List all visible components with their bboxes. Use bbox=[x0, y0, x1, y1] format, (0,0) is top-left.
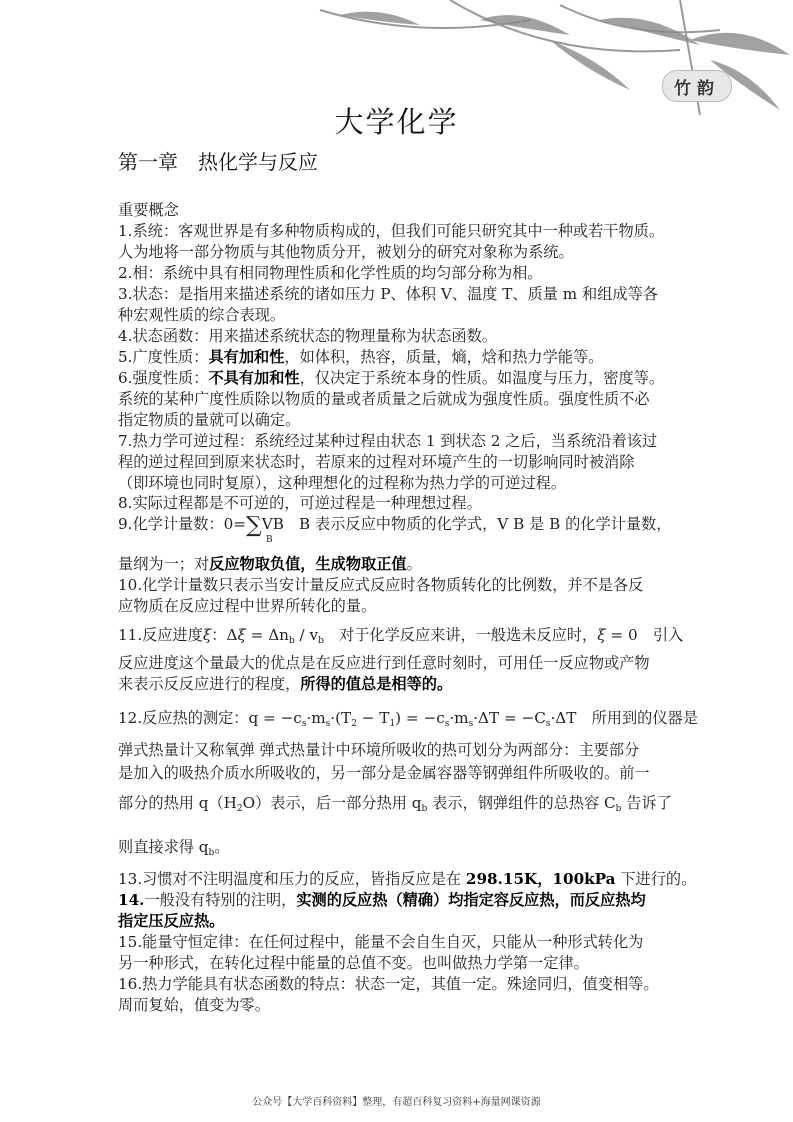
text-segment: s bbox=[545, 719, 551, 729]
text-segment: 反应进度这个量最大的优点是在反应进行到任意时刻时，可用任一反应物或产物 bbox=[118, 654, 650, 672]
text-segment: 量纲为一；对 bbox=[118, 555, 210, 573]
text-segment: 告诉了 bbox=[621, 794, 672, 812]
text-line bbox=[118, 869, 696, 889]
text-segment: 5.广度性质： bbox=[118, 348, 209, 366]
text-line bbox=[118, 452, 634, 472]
text-line bbox=[118, 932, 643, 952]
text-segment: 程的逆过程回到原来状态时，若原来的过程对环境产生的一切影响同时被消除 bbox=[118, 453, 635, 471]
text-line bbox=[118, 911, 224, 931]
text-segment: s bbox=[301, 719, 307, 729]
text-segment: O）表示，后一部分热用 q bbox=[242, 794, 422, 812]
text-segment: 部分的热用 q（H bbox=[118, 794, 237, 812]
bold-text: 不具有加和性 bbox=[208, 369, 300, 387]
text-line bbox=[118, 410, 300, 430]
text-segment: 系统的某种广度性质除以物质的量或者质量之后就成为强度性质。强度性质不必 bbox=[118, 390, 650, 408]
text-segment: 弹式热量计又称氧弹 弹式热量计中环境所吸收的热可划分为两部分：主要部分 bbox=[118, 741, 640, 759]
text-line bbox=[118, 431, 657, 451]
logo-badge: 竹韵 bbox=[662, 70, 732, 102]
footer-note: 公众号【大学百科资料】整理，有超百科复习资料+海量网课资源 bbox=[252, 1097, 541, 1108]
bold-text: 所得的值总是相等的。 bbox=[300, 675, 453, 693]
text-segment: 周而复始，值变为零。 bbox=[118, 996, 270, 1014]
text-segment: 另一种形式，在转化过程中能量的总值不变。也叫做热力学第一定律。 bbox=[118, 954, 589, 972]
text-segment: s bbox=[444, 719, 450, 729]
text-line bbox=[118, 554, 422, 574]
text-segment: 3.状态：是指用来描述系统的诸如压力 P、体积 V、温度 T、质量 m 和组成等各 bbox=[118, 285, 658, 303]
text-segment: 7.热力学可逆过程：系统经过某种过程由状态 1 到状态 2 之后，当系统沿着该过 bbox=[118, 432, 658, 450]
text-segment: VB B 表示反应中物质的化学式，V B 是 B 的化学计量数， bbox=[261, 515, 672, 533]
text-segment: − T bbox=[356, 709, 390, 727]
text-segment: 来表示反反应进行的程度， bbox=[118, 675, 301, 693]
text-line bbox=[118, 953, 589, 973]
text-segment: b bbox=[421, 804, 428, 814]
text-line bbox=[118, 242, 574, 262]
text-segment: s bbox=[325, 719, 331, 729]
text-segment: ξ bbox=[237, 626, 246, 644]
text-line bbox=[118, 326, 497, 346]
text-segment: ) = −c bbox=[395, 709, 445, 727]
text-segment: 指定物质的量就可以确定。 bbox=[118, 411, 301, 429]
text-line bbox=[118, 263, 543, 283]
text-segment: ，仅决定于系统本身的性质。如温度与压力，密度等。 bbox=[299, 369, 665, 387]
text-line bbox=[118, 674, 452, 694]
text-segment: ·ΔT = −C bbox=[473, 709, 546, 727]
text-line bbox=[118, 974, 659, 994]
text-segment: 对于化学反应来讲，一般选未反应时， bbox=[323, 626, 598, 644]
text-segment: 应物质在反应过程中世界所转化的量。 bbox=[118, 597, 377, 615]
text-segment: 9.化学计量数：0= bbox=[118, 515, 247, 533]
text-line bbox=[118, 347, 603, 367]
text-line bbox=[118, 995, 270, 1015]
text-segment: 15.能量守恒定律：在任何过程中，能量不会自生自灭，只能从一种形式转化为 bbox=[118, 933, 644, 951]
text-segment: 14. bbox=[118, 891, 145, 909]
text-line bbox=[118, 493, 482, 513]
text-segment: ξ bbox=[202, 626, 212, 644]
text-segment: 。 bbox=[214, 838, 230, 856]
text-line bbox=[118, 653, 650, 673]
text-line bbox=[118, 473, 566, 493]
text-segment: / v bbox=[294, 626, 319, 644]
text-segment: （即环境也同时复原），这种理想化的过程称为热力学的可逆过程。 bbox=[118, 474, 567, 492]
text-segment: 8.实际过程都是不可逆的，可逆过程是一种理想过程。 bbox=[118, 494, 482, 512]
text-line bbox=[118, 837, 229, 863]
text-line bbox=[118, 763, 650, 783]
text-line bbox=[118, 740, 639, 760]
text-segment: 。 bbox=[406, 555, 422, 573]
text-segment: 11.反应进度 bbox=[118, 626, 203, 644]
text-segment: b bbox=[208, 848, 215, 858]
text-segment: 人为地将一部分物质与其他物质分开，被划分的研究对象称为系统。 bbox=[118, 243, 574, 261]
text-segment: 4.状态函数：用来描述系统状态的物理量称为状态函数。 bbox=[118, 327, 497, 345]
text-segment: 则直接求得 q bbox=[118, 838, 209, 856]
text-line bbox=[118, 368, 664, 388]
text-line bbox=[118, 284, 658, 304]
text-segment: ·ΔT 所用到的仪器是 bbox=[550, 709, 698, 727]
text-segment: = 0 引入 bbox=[605, 626, 684, 644]
bold-text: 反应物取负值，生成物取正值 bbox=[209, 555, 407, 573]
text-line bbox=[118, 305, 285, 325]
text-segment: 12.反应热的测定：q = −c bbox=[118, 709, 302, 727]
text-segment: 6.强度性质： bbox=[118, 369, 209, 387]
sum-index-label: B bbox=[266, 535, 273, 545]
text-segment: ：Δ bbox=[211, 626, 238, 644]
text-segment: 2.相：系统中具有相同物理性质和化学性质的均匀部分称为相。 bbox=[118, 264, 543, 282]
text-segment: s bbox=[468, 719, 474, 729]
text-segment: 表示，钢弹组件的总热容 C bbox=[427, 794, 616, 812]
text-line bbox=[118, 221, 664, 241]
text-segment: ξ bbox=[597, 626, 606, 644]
text-segment: 是加入的吸热介质水所吸收的，另一部分是金属容器等钢弹组件所吸收的。前一 bbox=[118, 764, 650, 782]
text-segment: ·m bbox=[449, 709, 469, 727]
text-segment: 2 bbox=[351, 719, 357, 729]
text-segment: 13.习惯对不注明温度和压力的反应，皆指反应是在 bbox=[118, 870, 466, 888]
bold-text: 指定压反应热。 bbox=[118, 912, 225, 930]
text-segment: ·m bbox=[306, 709, 326, 727]
text-segment: 一般没有特别的注明， bbox=[144, 891, 297, 909]
text-segment: 2 bbox=[236, 804, 243, 814]
text-segment: ∑ bbox=[246, 513, 262, 538]
text-line bbox=[118, 596, 376, 616]
chapter-heading: 第一章 热化学与反应 bbox=[118, 150, 318, 174]
text-line bbox=[118, 575, 643, 595]
bold-text: 实测的反应热（精确）均指定容反应热，而反应热均 bbox=[296, 891, 646, 909]
text-segment: 种宏观性质的综合表现。 bbox=[118, 306, 286, 324]
text-segment: b bbox=[288, 636, 295, 646]
text-segment: 10.化学计量数只表示当安计量反应式反应时各物质转化的比例数，并不是各反 bbox=[118, 576, 644, 594]
text-segment: 重要概念 bbox=[118, 201, 179, 219]
text-line bbox=[118, 389, 650, 409]
document-title: 大学化学 bbox=[334, 105, 459, 139]
text-segment: 298.15K，100kPa bbox=[465, 870, 616, 888]
text-segment: b bbox=[615, 804, 622, 814]
text-segment: ·(T bbox=[330, 709, 352, 727]
text-segment: 16.热力学能具有状态函数的特点：状态一定，其值一定。殊途同归，值变相等。 bbox=[118, 975, 659, 993]
text-segment: 下进行的。 bbox=[615, 870, 697, 888]
text-line bbox=[118, 200, 179, 220]
text-segment: 1 bbox=[389, 719, 396, 729]
text-line bbox=[118, 793, 672, 819]
text-segment: = Δn bbox=[245, 626, 289, 644]
text-segment: 1.系统：客观世界是有多种物质构成的，但我们可能只研究其中一种或若干物质。 bbox=[118, 222, 665, 240]
text-line bbox=[118, 625, 683, 651]
text-segment: b bbox=[318, 636, 324, 646]
text-line bbox=[118, 514, 671, 536]
text-line bbox=[118, 708, 698, 734]
bold-text: 具有加和性 bbox=[208, 348, 285, 366]
text-segment: ，如体积，热容，质量，熵，焓和热力学能等。 bbox=[284, 348, 604, 366]
text-line bbox=[118, 890, 646, 910]
